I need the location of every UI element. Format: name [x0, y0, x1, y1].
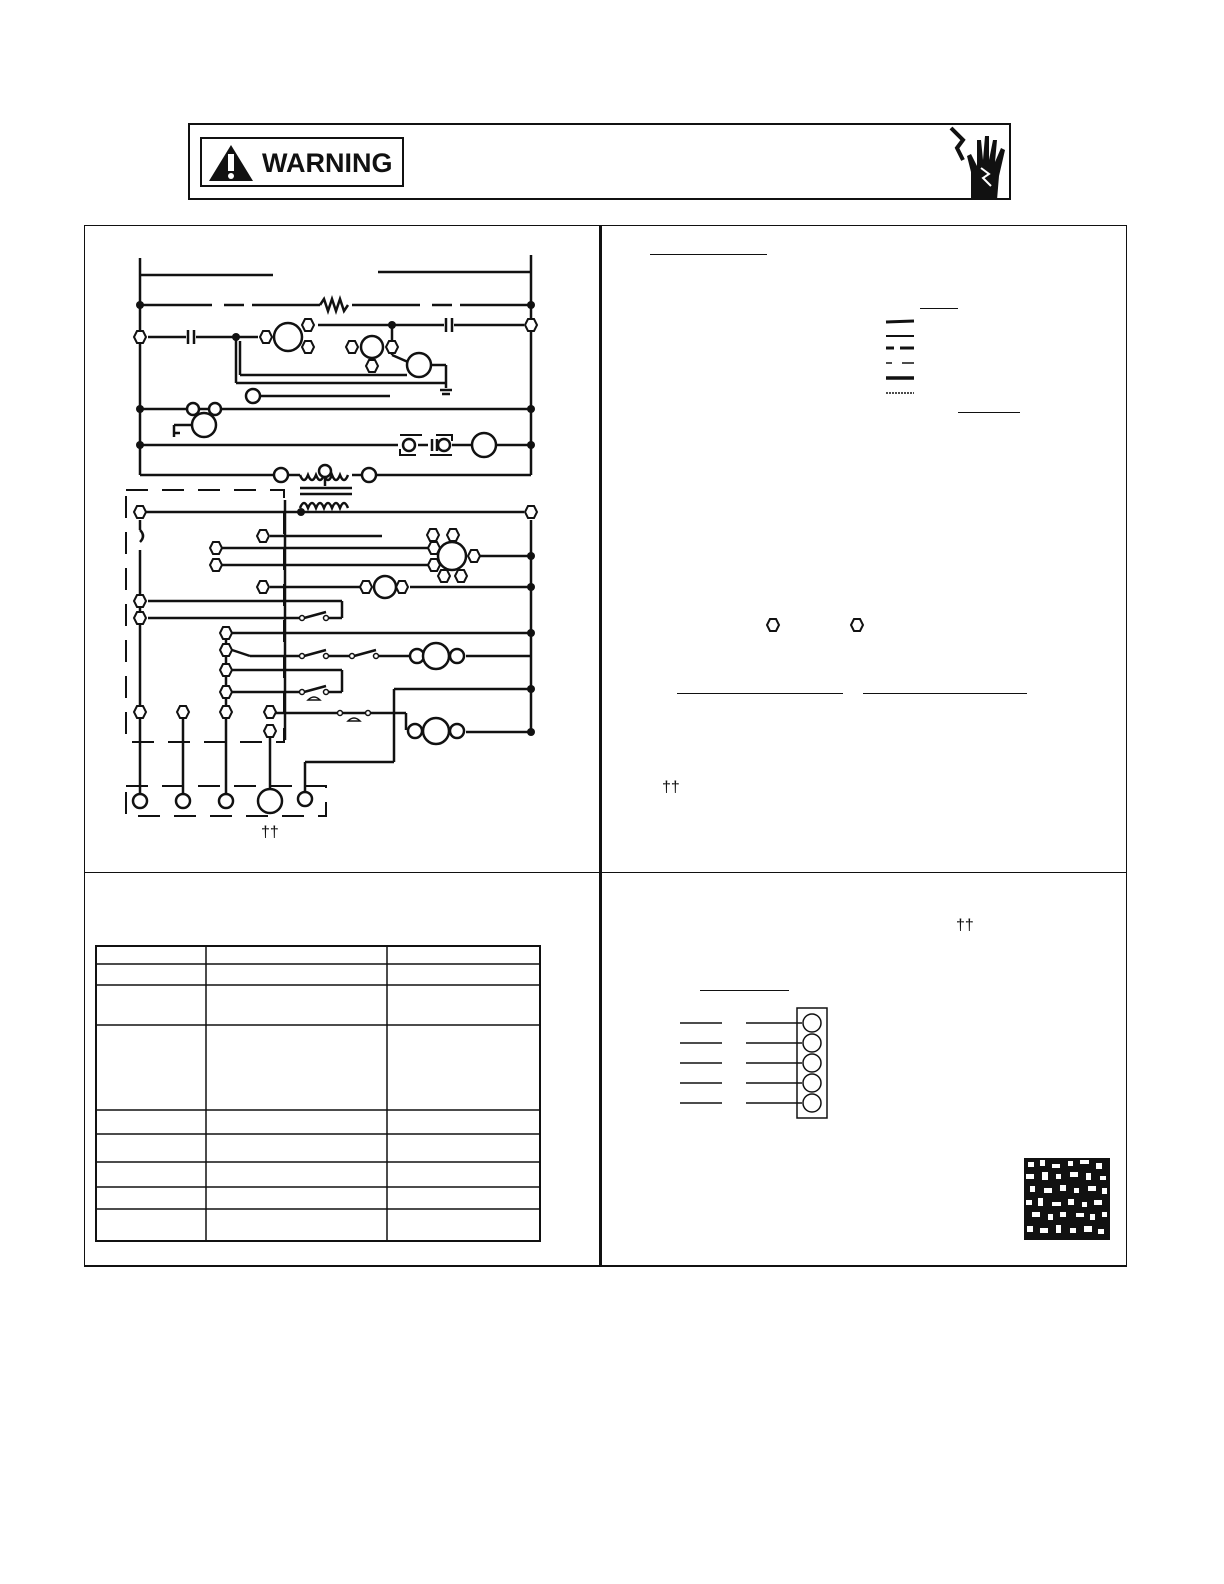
- line-style-legend: [884, 318, 918, 398]
- qr-code-icon: [1024, 1158, 1110, 1240]
- connector-diagram: [678, 1006, 830, 1120]
- caption-underline-right: [863, 693, 1027, 694]
- legend-underline-2: [958, 412, 1020, 413]
- lower-right-note-mark: ††: [956, 917, 974, 934]
- right-note-mark: ††: [662, 779, 680, 796]
- terminal-symbols: [765, 617, 865, 633]
- wiring-diagram: [0, 0, 600, 870]
- heading-underline: [650, 254, 767, 255]
- warning-label: WARNING: [262, 148, 393, 178]
- diagram-note-mark: ††: [261, 824, 279, 841]
- connector-heading-underline: [700, 990, 789, 991]
- caption-underline-left: [677, 693, 843, 694]
- wire-table: [95, 945, 541, 1242]
- legend-underline: [920, 308, 958, 309]
